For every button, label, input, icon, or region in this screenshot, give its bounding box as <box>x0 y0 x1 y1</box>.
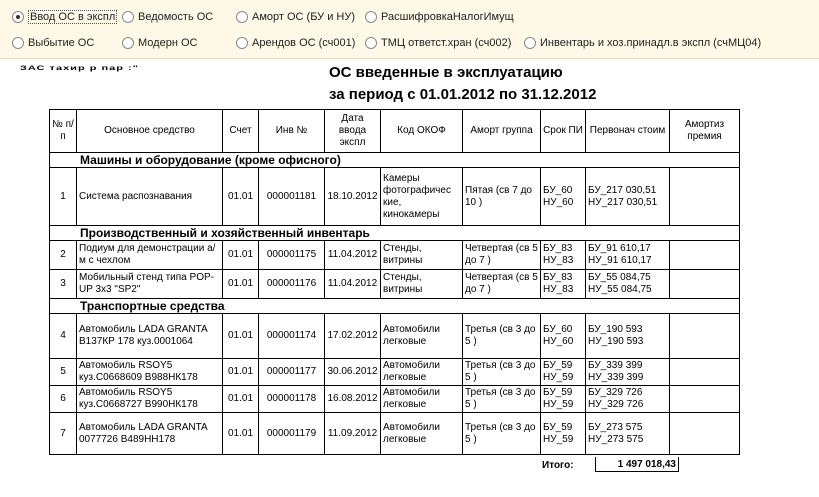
cell-okof: Автомобили легковые <box>381 413 463 455</box>
cell-inventory-number: 000001179 <box>259 413 325 455</box>
cell-account: 01.01 <box>223 241 259 270</box>
table-row[interactable] <box>50 386 740 413</box>
cell-number: 1 <box>50 168 77 226</box>
table-row[interactable] <box>50 359 740 386</box>
radio-dot-icon <box>524 37 536 49</box>
radio-tmc-otvetst[interactable]: ТМЦ ответст.хран (сч002) <box>365 35 511 51</box>
cell-asset: Автомобиль LADA GRANTA В137КР 178 куз.0001064 <box>77 314 223 359</box>
cell-cost: БУ_339 399 НУ_339 399 <box>586 359 670 386</box>
cell-date: 11.04.2012 <box>325 241 381 270</box>
radio-vedomost-os[interactable]: Ведомость ОС <box>122 9 213 25</box>
cell-asset: Система распознавания <box>77 168 223 226</box>
cell-amort-group: Четвертая (св 5 до 7 ) <box>463 241 541 270</box>
cell-amort-group: Четвертая (св 5 до 7 ) <box>463 270 541 299</box>
cell-asset: Автомобиль RSOY5 куз.С0668727 В990НК178 <box>77 386 223 413</box>
table-row[interactable] <box>50 270 740 299</box>
cell-date: 18.10.2012 <box>325 168 381 226</box>
radio-rasshifrovka[interactable]: РасшифровкаНалогИмущ <box>365 9 514 25</box>
cell-premium <box>670 241 740 270</box>
cell-premium <box>670 413 740 455</box>
radio-modern-os[interactable]: Модерн ОС <box>122 35 197 51</box>
radio-vybytie-os[interactable]: Выбытие ОС <box>12 35 94 51</box>
cell-amort-group: Третья (св 3 до 5 ) <box>463 413 541 455</box>
report-title: ОС введенные в эксплуатацию <box>329 64 563 81</box>
cell-term: БУ_59 НУ_59 <box>541 359 586 386</box>
cell-premium <box>670 168 740 226</box>
cell-date: 16.08.2012 <box>325 386 381 413</box>
cell-asset: Автомобиль LADA GRANTA 0077726 В489НН178 <box>77 413 223 455</box>
cell-date: 30.06.2012 <box>325 359 381 386</box>
report-spreadsheet <box>0 59 819 497</box>
header-cell: Основное средство <box>77 110 223 153</box>
cell-number: 2 <box>50 241 77 270</box>
header-cell: Код ОКОФ <box>381 110 463 153</box>
report-period: за период с 01.01.2012 по 31.12.2012 <box>329 86 597 103</box>
cell-amort-group: Третья (св 3 до 5 ) <box>463 314 541 359</box>
table-row[interactable] <box>50 314 740 359</box>
cell-term: БУ_59 НУ_59 <box>541 413 586 455</box>
group-title: Производственный и хозяйственный инвентарь <box>50 226 670 241</box>
cell-number: 3 <box>50 270 77 299</box>
header-cell: Амортиз премия <box>670 110 740 153</box>
cell-okof: Стенды, витрины <box>381 270 463 299</box>
table-row[interactable] <box>50 413 740 455</box>
cell-number: 5 <box>50 359 77 386</box>
cell-asset: Подиум для демонстрации а/м с чехлом <box>77 241 223 270</box>
cell-cost: БУ_217 030,51 НУ_217 030,51 <box>586 168 670 226</box>
radio-dot-icon <box>236 11 248 23</box>
table-row[interactable] <box>50 168 740 226</box>
radio-dot-icon <box>122 11 134 23</box>
radio-dot-icon <box>12 37 24 49</box>
radio-dot-icon <box>122 37 134 49</box>
cell-inventory-number: 000001175 <box>259 241 325 270</box>
cell-term: БУ_83 НУ_83 <box>541 270 586 299</box>
cell-okof: Камеры фотографичес кие, кинокамеры <box>381 168 463 226</box>
cell-okof: Стенды, витрины <box>381 241 463 270</box>
cell-term: БУ_83 НУ_83 <box>541 241 586 270</box>
radio-arendov-os[interactable]: Арендов ОС (сч001) <box>236 35 355 51</box>
cell-number: 6 <box>50 386 77 413</box>
radio-inventar[interactable]: Инвентарь и хоз.принадл.в экспл (счМЦ04) <box>524 35 761 51</box>
cell-cost: БУ_55 084,75 НУ_55 084,75 <box>586 270 670 299</box>
radio-dot-icon <box>365 37 377 49</box>
cell-term: БУ_59 НУ_59 <box>541 386 586 413</box>
cell-premium <box>670 270 740 299</box>
group-row <box>50 226 740 241</box>
table-header-row <box>50 110 740 153</box>
cell-number: 7 <box>50 413 77 455</box>
radio-dot-icon <box>365 11 377 23</box>
radio-amort-os[interactable]: Аморт ОС (БУ и НУ) <box>236 9 355 25</box>
header-cell: Аморт группа <box>463 110 541 153</box>
cell-account: 01.01 <box>223 386 259 413</box>
cell-cost: БУ_91 610,17 НУ_91 610,17 <box>586 241 670 270</box>
cell-cost: БУ_190 593 НУ_190 593 <box>586 314 670 359</box>
header-cell: Срок ПИ <box>541 110 586 153</box>
cell-premium <box>670 386 740 413</box>
cell-account: 01.01 <box>223 413 259 455</box>
cell-account: 01.01 <box>223 314 259 359</box>
cell-date: 17.02.2012 <box>325 314 381 359</box>
cell-asset: Мобильный стенд типа POP-UP 3х3 "SP2" <box>77 270 223 299</box>
cell-account: 01.01 <box>223 359 259 386</box>
header-cell: Инв № <box>259 110 325 153</box>
radio-dot-icon <box>12 11 24 23</box>
table-row[interactable] <box>50 241 740 270</box>
radio-dot-icon <box>236 37 248 49</box>
cell-premium <box>670 314 740 359</box>
cell-amort-group: Третья (св 3 до 5 ) <box>463 386 541 413</box>
cell-term: БУ_60 НУ_60 <box>541 314 586 359</box>
group-title: Машины и оборудование (кроме офисного) <box>50 153 670 168</box>
radio-vvod-os[interactable]: Ввод ОС в экспл <box>12 9 117 25</box>
cell-date: 11.09.2012 <box>325 413 381 455</box>
cell-okof: Автомобили легковые <box>381 359 463 386</box>
cell-inventory-number: 000001176 <box>259 270 325 299</box>
cell-inventory-number: 000001177 <box>259 359 325 386</box>
cell-account: 01.01 <box>223 168 259 226</box>
cell-account: 01.01 <box>223 270 259 299</box>
header-cell: № п/п <box>50 110 77 153</box>
cell-asset: Автомобиль RSOY5 куз.С0668609 В988НК178 <box>77 359 223 386</box>
cell-cost: БУ_273 575 НУ_273 575 <box>586 413 670 455</box>
cell-amort-group: Третья (св 3 до 5 ) <box>463 359 541 386</box>
total-label: Итого: <box>542 460 574 471</box>
cell-premium <box>670 359 740 386</box>
assets-table <box>49 109 740 455</box>
cell-okof: Автомобили легковые <box>381 314 463 359</box>
cell-inventory-number: 000001181 <box>259 168 325 226</box>
report-selector-panel <box>0 0 819 59</box>
group-row <box>50 153 740 168</box>
total-value: 1 497 018,43 <box>595 457 679 472</box>
cell-term: БУ_60 НУ_60 <box>541 168 586 226</box>
cell-inventory-number: 000001174 <box>259 314 325 359</box>
header-cell: Первонач стоим <box>586 110 670 153</box>
group-row <box>50 299 740 314</box>
cell-inventory-number: 000001178 <box>259 386 325 413</box>
organization-name-fragment: ЗАС тахир р пар :" <box>20 65 139 72</box>
cell-date: 11.04.2012 <box>325 270 381 299</box>
cell-cost: БУ_329 726 НУ_329 726 <box>586 386 670 413</box>
header-cell: Дата ввода экспл <box>325 110 381 153</box>
cell-amort-group: Пятая (св 7 до 10 ) <box>463 168 541 226</box>
cell-number: 4 <box>50 314 77 359</box>
header-cell: Счет <box>223 110 259 153</box>
group-title: Транспортные средства <box>50 299 670 314</box>
cell-okof: Автомобили легковые <box>381 386 463 413</box>
